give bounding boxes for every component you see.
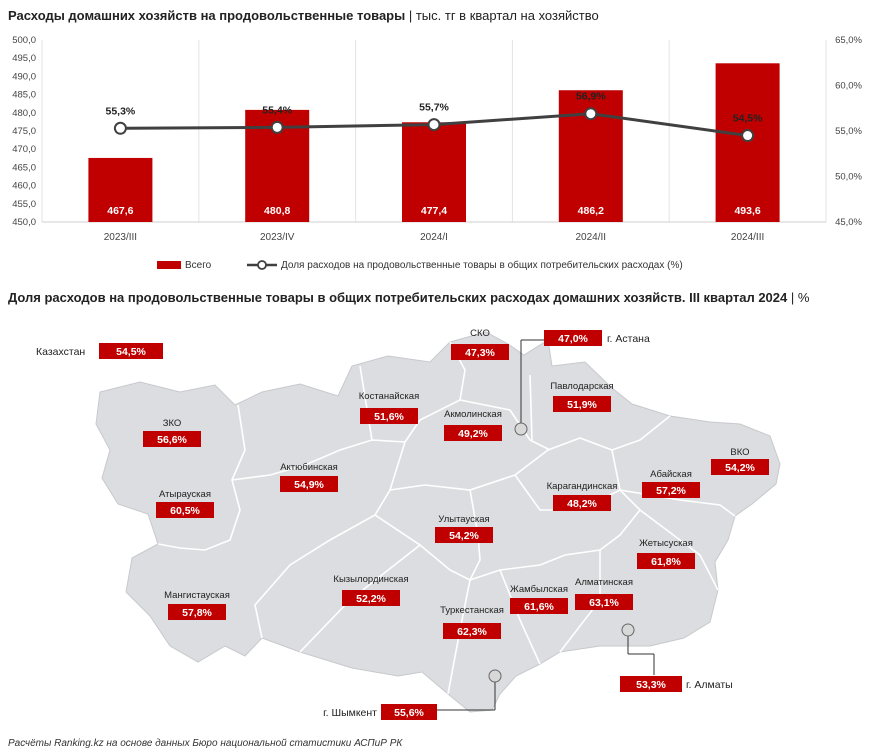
bar-series (88, 63, 779, 222)
map-title-main: Доля расходов на продовольственные товары в общих потребительских расходах домашних хозяйств. III квартал 2024 (8, 290, 788, 305)
region-name: Улытауская (438, 514, 490, 525)
x-tick-label: 2024/III (730, 232, 765, 243)
line-value-label: 55,7% (419, 101, 449, 114)
almaty-marker-icon (622, 624, 634, 636)
bar-value-label: 493,6 (734, 205, 761, 217)
y-tick-label: 460,0 (12, 180, 36, 192)
bar-value-label: 486,2 (577, 205, 604, 217)
region-name: СКО (470, 328, 490, 339)
line-value-label: 54,5% (732, 112, 763, 125)
region-name: Атырауская (159, 489, 211, 500)
region-name: ЗКО (162, 418, 182, 429)
bar (716, 63, 780, 222)
region-name: Мангистауская (164, 590, 230, 601)
region-name: Кызылординская (333, 574, 409, 585)
legend-bar-label: Всего (185, 260, 212, 271)
kazakhstan-map (0, 300, 872, 740)
chart-title-main: Расходы домашних хозяйств на продовольственные товары (8, 8, 406, 23)
astana-value: 47,0% (558, 333, 588, 345)
shymkent-name: г. Шымкент (323, 707, 377, 719)
chart-legend (157, 259, 683, 271)
region-name: ВКО (730, 447, 750, 458)
y-tick-label: 465,0 (12, 162, 36, 174)
x-tick-label: 2024/II (575, 232, 607, 243)
region-name: Карагандинская (546, 481, 618, 492)
region-name: Алматинская (575, 577, 633, 588)
region-name: Туркестанская (440, 605, 504, 616)
region-name: Костанайская (358, 391, 420, 402)
y-tick-label: 450,0 (12, 217, 36, 228)
map-title-separator: | (787, 290, 798, 305)
legend-line-marker (258, 261, 266, 269)
chart-title-separator: | (405, 8, 416, 23)
region-value: 49,2% (458, 428, 488, 440)
region-value: 62,3% (457, 626, 487, 638)
y-tick-label: 490,0 (12, 71, 36, 83)
x-tick-label: 2023/III (103, 232, 138, 243)
line-point (742, 130, 753, 141)
shymkent-value: 55,6% (394, 707, 424, 719)
x-tick-label: 2024/I (420, 232, 448, 243)
astana-name: г. Астана (607, 333, 650, 345)
legend-line-label: Доля расходов на продовольственные товары в общих потребительских расходах (%) (281, 260, 683, 271)
almaty-value: 53,3% (636, 679, 666, 691)
astana-marker-icon (515, 423, 527, 435)
region-name: Акмолинская (444, 409, 502, 420)
line-point (272, 122, 283, 133)
region-value: 51,6% (374, 411, 404, 423)
region-value: 60,5% (170, 505, 200, 517)
y-tick-label: 500,0 (12, 35, 36, 46)
line-point (585, 108, 596, 119)
y2-tick-label: 45,0% (835, 217, 862, 228)
region-value: 54,2% (449, 530, 479, 542)
y2-tick-label: 50,0% (835, 171, 862, 183)
region-name: Абайская (650, 469, 692, 480)
region-value: 61,8% (651, 556, 681, 568)
shymkent-marker-icon (489, 670, 501, 682)
region-value: 48,2% (567, 498, 597, 510)
y2-tick-label: 65,0% (835, 35, 862, 46)
line-point (429, 119, 440, 130)
source-note: Расчёты Ranking.kz на основе данных Бюро национальной статистики АСПиР РК (8, 738, 403, 749)
bar-value-label: 480,8 (264, 205, 291, 217)
national-name: Казахстан (36, 346, 86, 358)
y-tick-label: 455,0 (12, 198, 36, 210)
y-tick-label: 495,0 (12, 53, 36, 65)
y-axis-right (835, 35, 862, 228)
region-name: Жамбылская (510, 584, 568, 595)
line-point (115, 123, 126, 134)
y-tick-label: 470,0 (12, 144, 36, 156)
line-value-label: 56,9% (575, 90, 606, 103)
y-tick-label: 485,0 (12, 89, 36, 101)
expenditure-chart (0, 0, 872, 290)
legend-bar-swatch (157, 261, 181, 269)
bar-value-label: 467,6 (107, 205, 134, 217)
y2-tick-label: 60,0% (835, 80, 862, 92)
region-value: 63,1% (589, 597, 619, 609)
y-tick-label: 480,0 (12, 107, 36, 119)
chart-title-unit: тыс. тг в квартал на хозяйство (415, 8, 599, 23)
region-value: 57,2% (656, 485, 686, 497)
national-value: 54,5% (116, 346, 146, 358)
region-value: 52,2% (356, 593, 386, 605)
almaty-name: г. Алматы (686, 679, 733, 691)
region-value: 56,6% (157, 434, 187, 446)
y-tick-label: 475,0 (12, 126, 36, 137)
region-name: Актюбинская (280, 462, 338, 473)
x-axis (104, 232, 765, 243)
region-value: 47,3% (465, 347, 495, 359)
line-value-label: 55,4% (262, 104, 293, 117)
region-value: 54,2% (725, 462, 755, 474)
line-value-label: 55,3% (105, 105, 136, 118)
map-title-unit: % (797, 290, 810, 305)
region-value: 51,9% (567, 399, 597, 411)
region-value: 61,6% (524, 601, 554, 613)
y-axis-left (12, 35, 36, 228)
region-value: 54,9% (294, 479, 324, 491)
x-tick-label: 2023/IV (259, 232, 295, 243)
region-name: Павлодарская (550, 381, 614, 392)
region-name: Жетысуская (639, 538, 693, 549)
region-value: 57,8% (182, 607, 212, 619)
y2-tick-label: 55,0% (835, 126, 862, 137)
bar-value-label: 477,4 (420, 205, 448, 217)
